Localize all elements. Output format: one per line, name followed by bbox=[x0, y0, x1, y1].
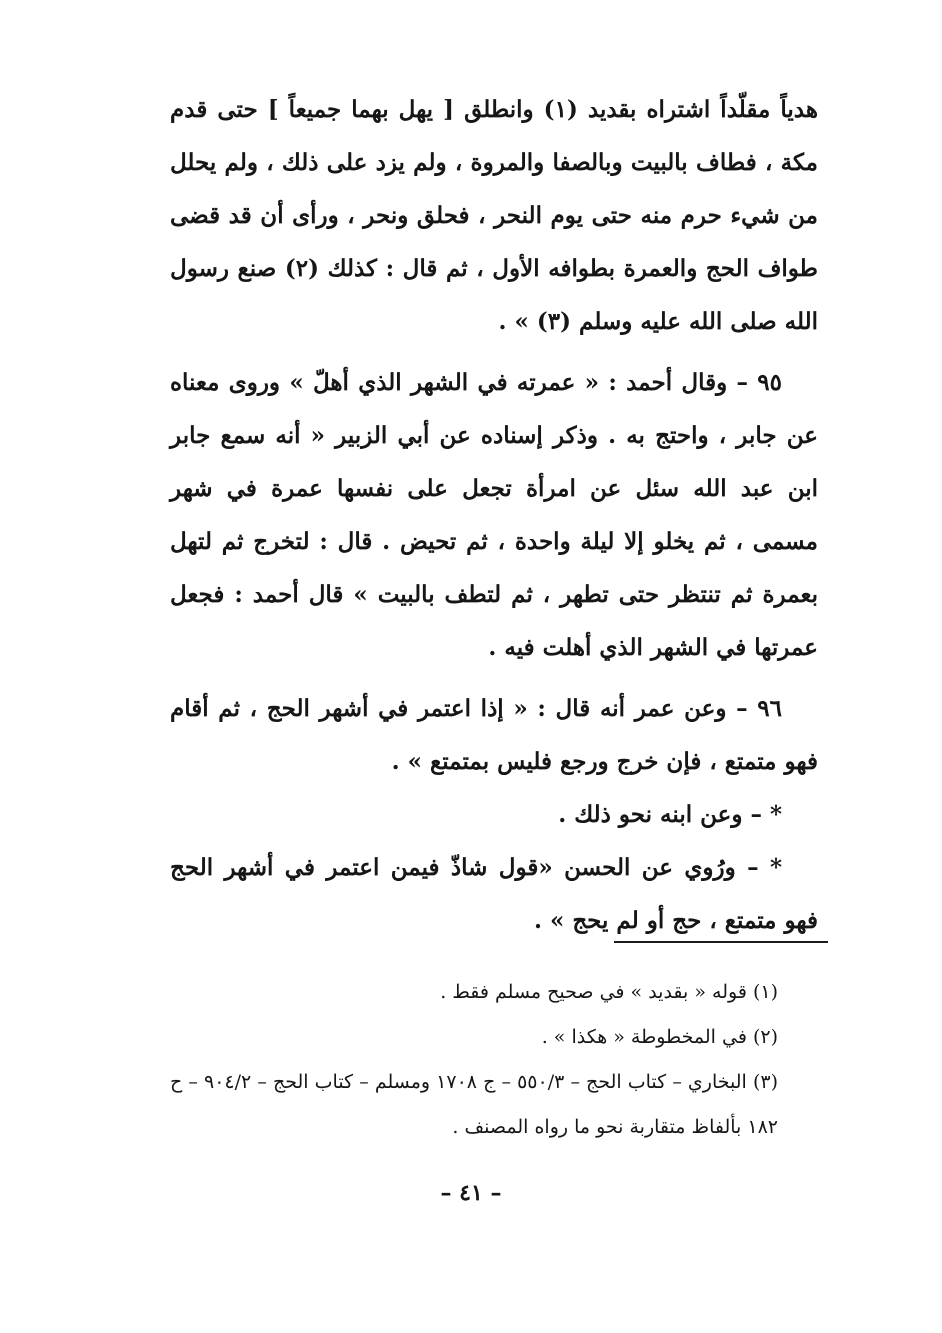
paragraph-continuation: هدياً مقلّداً اشتراه بقديد (١) وانطلق [ يهل بهما جميعاً ] حتى قدم مكة ، فطاف بالبيت وبالصفا والمروة ، ولم يزد على ذلك ، ولم يحلل من شيء حرم منه حتى يوم النحر ، فحلق ونحر ، ورأى أن قد قضى طواف الحج والعمرة بطوافه الأول ، ثم قال : كذلك (٢) صنع رسول الله صلى الله عليه وسلم (٣) » . bbox=[170, 96, 818, 335]
footnote-separator bbox=[614, 941, 828, 943]
paragraph-hasan: * – ورُوي عن الحسن «قول شاذّ فيمن اعتمر في أشهر الحج فهو متمتع ، حج أو لم يحج » . bbox=[170, 854, 818, 934]
footnotes bbox=[170, 970, 818, 1150]
paragraph-95: ٩٥ – وقال أحمد : « عمرته في الشهر الذي أهلّ » وروى معناه عن جابر ، واحتج به . وذكر إسناده عن أبي الزبير « أنه سمع جابر ابن عبد الله سئل عن امرأة تجعل على نفسها عمرة في شهر مسمى ، ثم يخلو إلا ليلة واحدة ، ثم تحيض . قال : لتخرج ثم لتهل بعمرة ثم تنتظر حتى تطهر ، ثم لتطف بالبيت » قال أحمد : فجعل عمرتها في الشهر الذي أهلت فيه . bbox=[170, 369, 818, 661]
footnote-1: (١) قوله « بقديد » في صحيح مسلم فقط . bbox=[440, 981, 778, 1003]
footnote-2: (٢) في المخطوطة « هكذا » . bbox=[541, 1026, 778, 1048]
paragraph-ibn-umar: * – وعن ابنه نحو ذلك . bbox=[558, 801, 782, 828]
paragraph-96: ٩٦ – وعن عمر أنه قال : « إذا اعتمر في أشهر الحج ، ثم أقام فهو متمتع ، فإن خرج ورجع فليس بمتمتع » . bbox=[170, 695, 818, 775]
page-number: – ٤١ – bbox=[440, 1180, 502, 1206]
main-text bbox=[170, 83, 818, 947]
footnote-3: (٣) البخاري – كتاب الحج – ٥٥٠/٣ – ج ١٧٠٨ ومسلم – كتاب الحج – ٩٠٤/٢ – ح ١٨٢ بألفاظ متقاربة نحو ما رواه المصنف . bbox=[170, 1071, 778, 1138]
